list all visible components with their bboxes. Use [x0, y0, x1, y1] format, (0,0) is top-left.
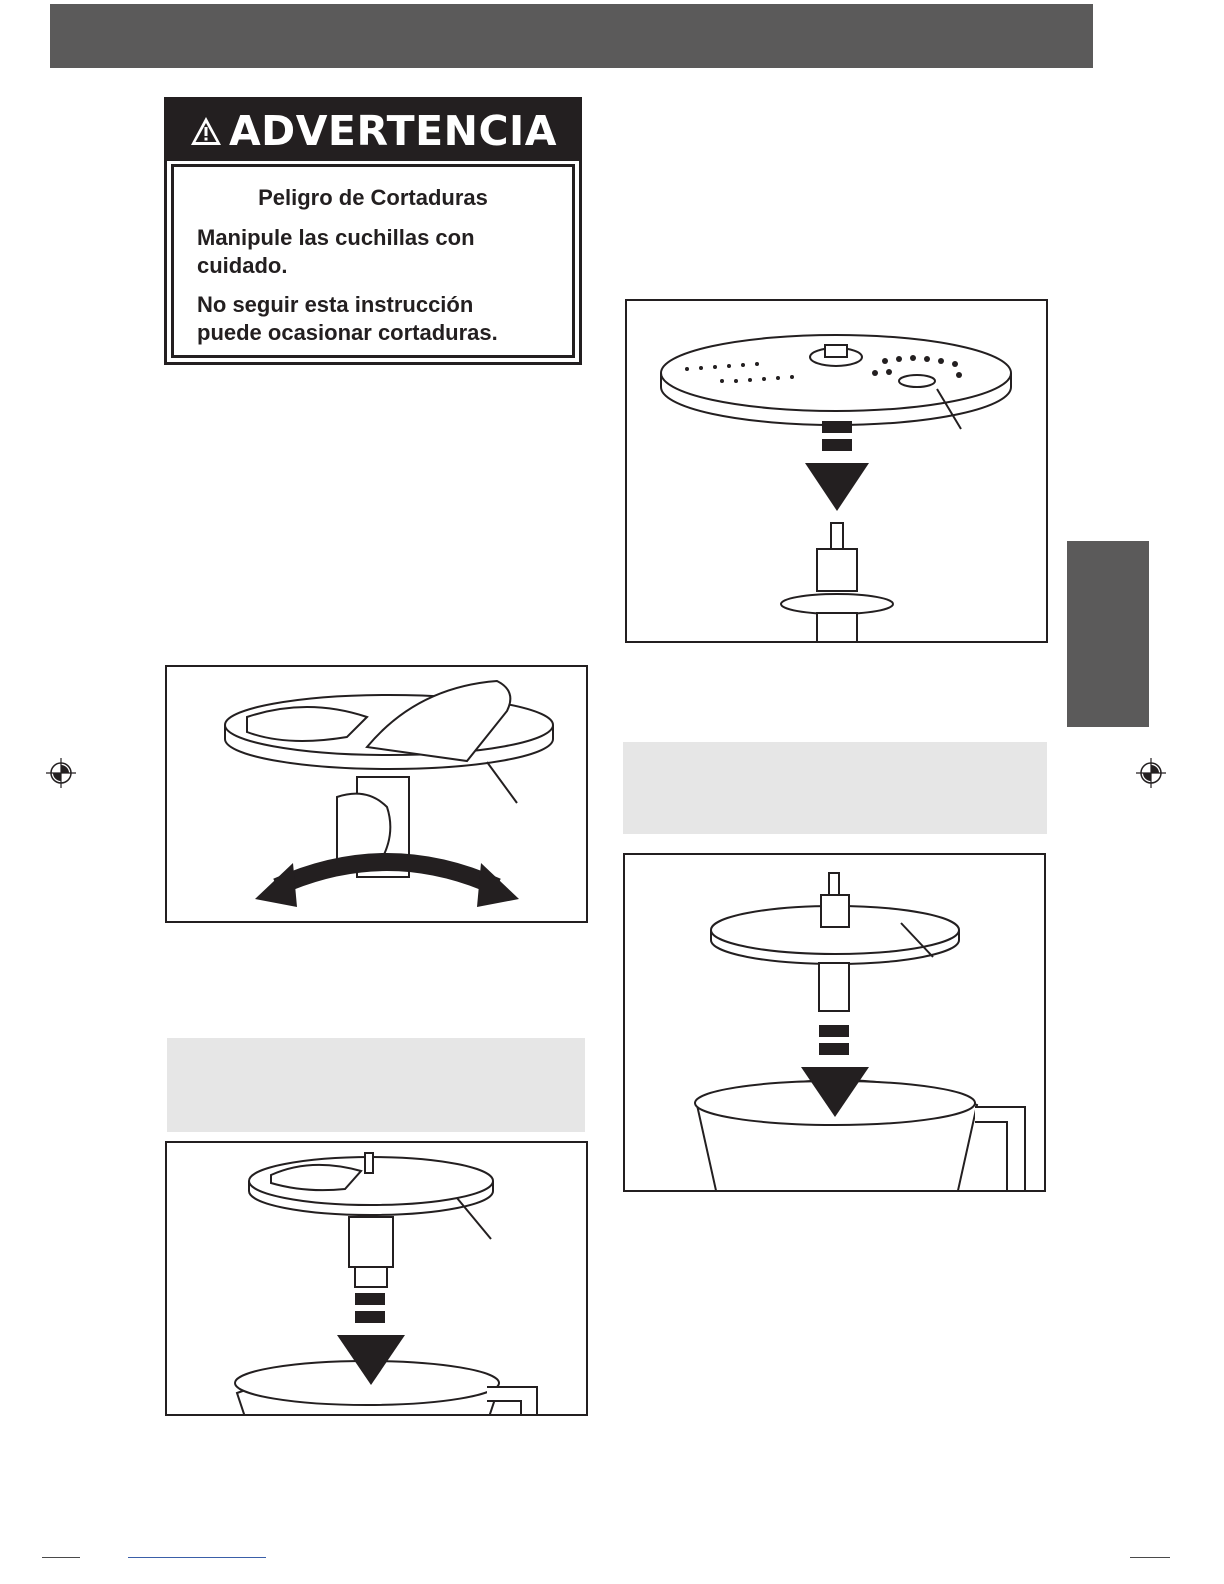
figure-disc-into-bowl: [623, 853, 1046, 1192]
registration-mark-icon: [46, 758, 76, 788]
warning-title: ADVERTENCIA: [228, 106, 558, 155]
section-tab: [1067, 541, 1149, 727]
warning-line: puede ocasionar cortaduras.: [197, 320, 498, 345]
registration-mark-icon: [1136, 758, 1166, 788]
slicing-disc-bowl-illustration: [167, 1143, 586, 1414]
figure-adjust-slicing-disc: [165, 665, 588, 923]
note-area: [623, 742, 1047, 834]
crop-line: [1130, 1557, 1170, 1558]
disc-adapter-illustration: [627, 301, 1046, 641]
warning-header: [167, 100, 579, 161]
crop-line: [128, 1557, 266, 1558]
warning-triangle-icon: [189, 115, 223, 147]
header-bar: [50, 4, 1093, 68]
crop-line: [42, 1557, 80, 1558]
warning-line: Manipule las cuchillas con: [197, 225, 475, 250]
figure-slicing-disc-into-bowl: [165, 1141, 588, 1416]
note-area: [167, 1038, 585, 1132]
warning-line: No seguir esta instrucción: [197, 292, 474, 317]
adjust-disc-illustration: [167, 667, 586, 921]
warning-body: [171, 164, 575, 358]
figure-disc-onto-adapter: [625, 299, 1048, 643]
disc-bowl-illustration: [625, 855, 1044, 1190]
warning-line: cuidado.: [197, 253, 288, 278]
warning-box: [164, 97, 582, 365]
hazard-title: Peligro de Cortaduras: [258, 185, 488, 210]
